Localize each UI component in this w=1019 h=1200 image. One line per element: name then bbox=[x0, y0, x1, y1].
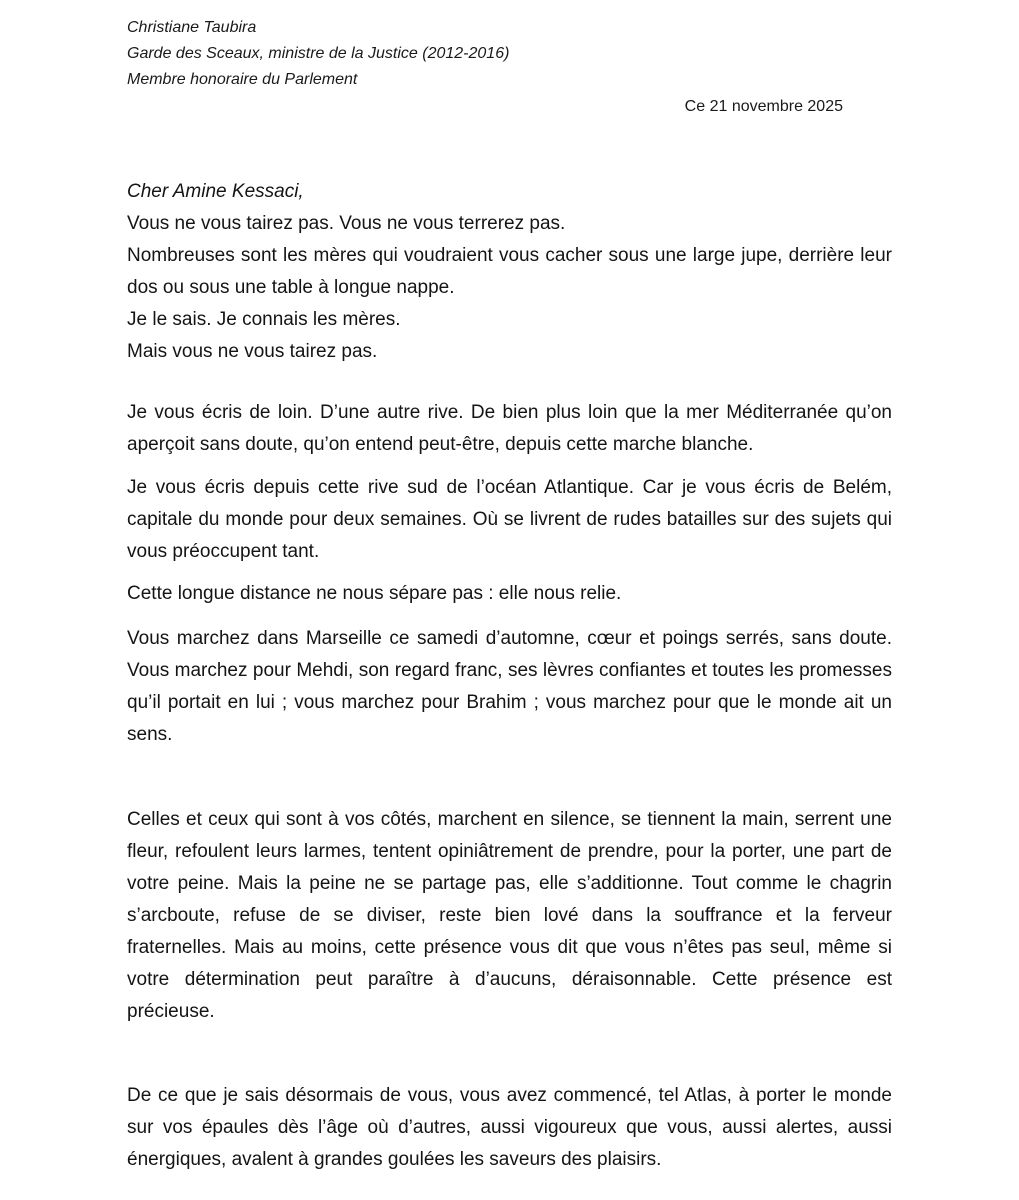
paragraph-6-block bbox=[127, 1080, 892, 1176]
opening-line-1: Vous ne vous tairez pas. Vous ne vous terrerez pas. bbox=[127, 213, 566, 234]
sender-name: Christiane Taubira bbox=[127, 19, 257, 36]
sender-role: Membre honoraire du Parlement bbox=[127, 71, 358, 88]
paragraph-3: Cette longue distance ne nous sépare pas : elle nous relie. bbox=[127, 583, 622, 604]
sender-title: Garde des Sceaux, ministre de la Justice (2012-2016) bbox=[127, 45, 510, 62]
opening-line-2: Nombreuses sont les mères qui voudraient vous cacher sous une large jupe, derrière leur dos ou sous une table à longue nappe. bbox=[127, 245, 892, 298]
paragraph-4: Vous marchez dans Marseille ce samedi d’automne, cœur et poings serrés, sans doute. Vous marchez pour Mehdi, son regard franc, ses lèvres confiantes et toutes les promesses qu’il portait en lui ; vous marchez pour Brahim ; vous marchez pour que le monde ait un sens. bbox=[127, 628, 892, 745]
letter-date: Ce 21 novembre 2025 bbox=[684, 98, 843, 115]
paragraph-2-block bbox=[127, 472, 892, 568]
paragraph-6: De ce que je sais désormais de vous, vous avez commencé, tel Atlas, à porter le monde sur vos épaules dès l’âge où d’autres, aussi vigoureux que vous, aussi alertes, aussi énergiques, avalent à grandes goulées les saveurs des plaisirs. bbox=[127, 1085, 892, 1170]
paragraph-5-block bbox=[127, 804, 892, 1028]
paragraph-1: Je vous écris de loin. D’une autre rive. De bien plus loin que la mer Méditerranée qu’on aperçoit sans doute, qu’on entend peut-être, depuis cette marche blanche. bbox=[127, 402, 892, 455]
opening-line-3: Je le sais. Je connais les mères. bbox=[127, 309, 401, 330]
sender-header bbox=[127, 15, 727, 93]
paragraph-5: Celles et ceux qui sont à vos côtés, marchent en silence, se tiennent la main, serrent une fleur, refoulent leurs larmes, tentent opiniâtrement de prendre, pour la porter, une part de votre peine. Mais la peine ne se partage pas, elle s’additionne. Tout comme le chagrin s’arcboute, refuse de se diviser, reste bien lové dans la souffrance et la ferveur fraternelles. Mais au moins, cette présence vous dit que vous n’êtes pas seul, même si votre détermination peut paraître à d’aucuns, déraisonnable. Cette présence est précieuse. bbox=[127, 809, 892, 1022]
opening-block bbox=[127, 208, 892, 368]
opening-line-4: Mais vous ne vous tairez pas. bbox=[127, 341, 378, 362]
salutation: Cher Amine Kessaci, bbox=[127, 181, 304, 202]
paragraph-1-block bbox=[127, 397, 892, 461]
paragraph-3-block bbox=[127, 578, 892, 610]
paragraph-4-block bbox=[127, 623, 892, 751]
paragraph-2: Je vous écris depuis cette rive sud de l’océan Atlantique. Car je vous écris de Belém, capitale du monde pour deux semaines. Où se livrent de rudes batailles sur des sujets qui vous préoccupent tant. bbox=[127, 477, 892, 562]
